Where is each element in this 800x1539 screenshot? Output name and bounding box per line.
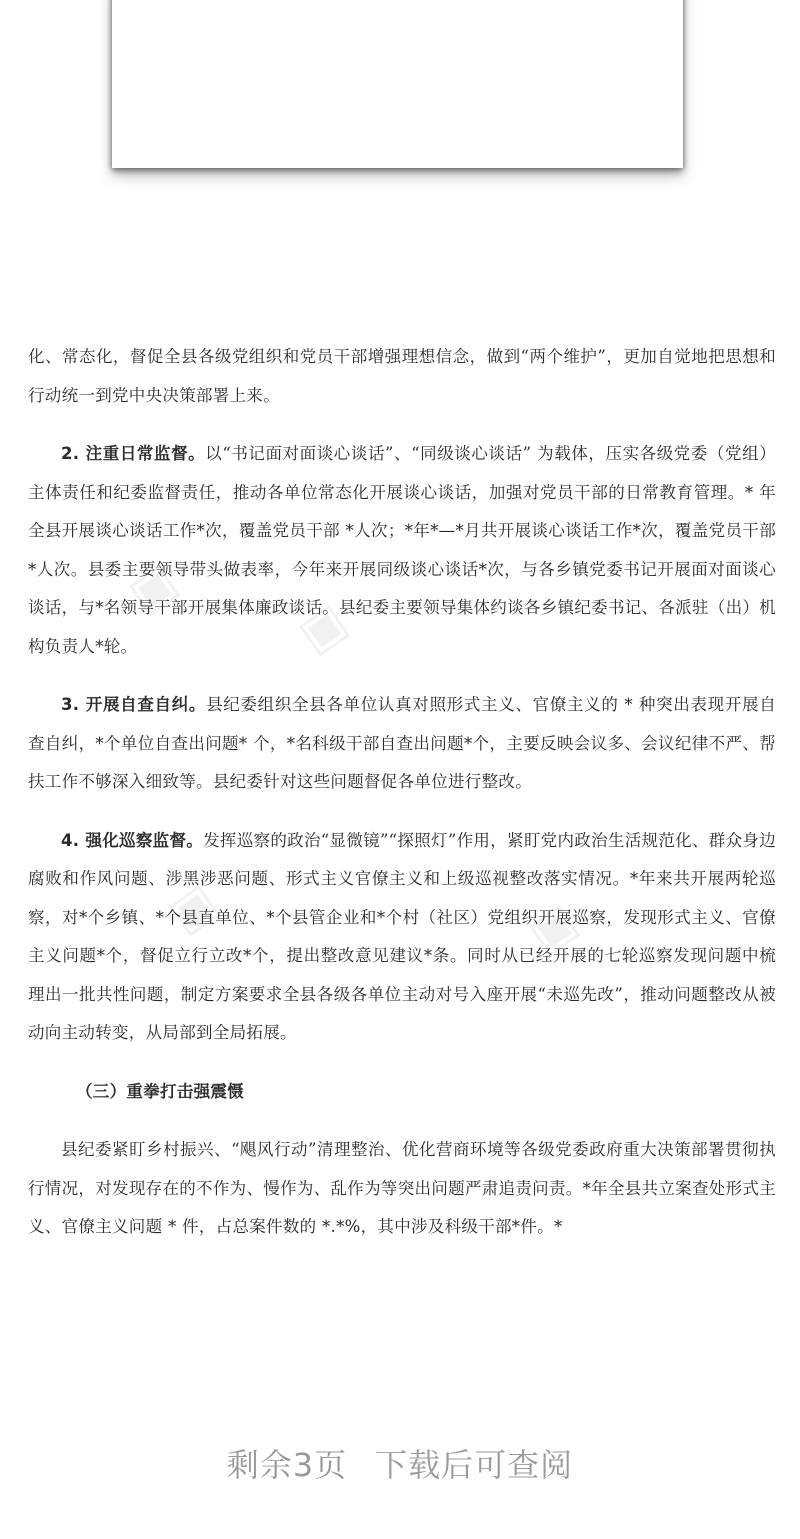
watermark: ▣	[118, 552, 188, 624]
continued-paragraph: 化、常态化，督促全县各级党组织和党员干部增强理想信念，做到“两个维护”，更加自觉地把思想和行动统一到党中央决策部署上来。	[28, 347, 776, 405]
document-body	[28, 338, 776, 1247]
item-2-paragraph	[28, 435, 776, 666]
item-2-heading: 2. 注重日常监督。	[61, 444, 206, 463]
item-3-paragraph	[28, 686, 776, 802]
watermark: ▣	[158, 872, 228, 944]
remaining-pages-banner[interactable]	[0, 1440, 800, 1486]
remaining-pages-label: 剩余3页	[226, 1446, 348, 1484]
final-paragraph: 县纪委紧盯乡村振兴、“飓风行动”清理整治、优化营商环境等各级党委政府重大决策部署贯彻执行情况，对发现存在的不作为、慢作为、乱作为等突出问题严肃追责问责。*年全县共立案查处形式主义、官僚主义问题 * 件，占总案件数的 *.*%，其中涉及科级干部*件。*	[28, 1140, 776, 1236]
item-3-heading: 3. 开展自查自纠。	[61, 695, 207, 714]
download-to-view-label: 下载后可查阅	[375, 1446, 574, 1484]
item-2-body: 以“书记面对面谈心谈话”、“同级谈心谈话” 为载体，压实各级党委（党组）主体责任和纪委监督责任，推动各单位常态化开展谈心谈话，加强对党员干部的日常教育管理。* 年全县开展谈心谈话工作*次，覆盖党员干部 *人次；*年*—*月共开展谈心谈话工作*次，覆盖党员干部*人次。县委主要领导带头做表率，今年来开展同级谈心谈话*次，与各乡镇党委书记开展面对面谈心谈话，与*名领导干部开展集体廉政谈话。县纪委主要领导集体约谈各乡镇纪委书记、各派驻（出）机构负责人*轮。	[28, 444, 776, 656]
section-heading: （三）重拳打击强震慑	[76, 1081, 244, 1101]
previous-page-preview	[112, 0, 683, 168]
watermark: ▣	[288, 592, 358, 664]
item-4-body: 发挥巡察的政治“显微镜”“探照灯”作用，紧盯党内政治生活规范化、群众身边腐败和作风问题、涉黑涉恶问题、形式主义官僚主义和上级巡视整改落实情况。*年来共开展两轮巡察，对*个乡镇、*个县直单位、*个县管企业和*个村（社区）党组织开展巡察，发现形式主义、官僚主义问题*个，督促立行立改*个，提出整改意见建议*条。同时从已经开展的七轮巡察发现问题中梳理出一批共性问题，制定方案要求全县各级各单位主动对号入座开展“未巡先改”，推动问题整改从被动向主动转变，从局部到全局拓展。	[28, 830, 777, 1042]
item-4-heading: 4. 强化巡察监督。	[61, 830, 204, 850]
item-4-paragraph	[28, 822, 776, 1053]
watermark: ▣	[518, 892, 588, 964]
item-3-body: 县纪委组织全县各单位认真对照形式主义、官僚主义的 * 种突出表现开展自查自纠，*个单位自查出问题* 个，*名科级干部自查出问题*个，主要反映会议多、会议纪律不严、帮扶工作不够深入细致等。县纪委针对这些问题督促各单位进行整改。	[28, 695, 776, 791]
